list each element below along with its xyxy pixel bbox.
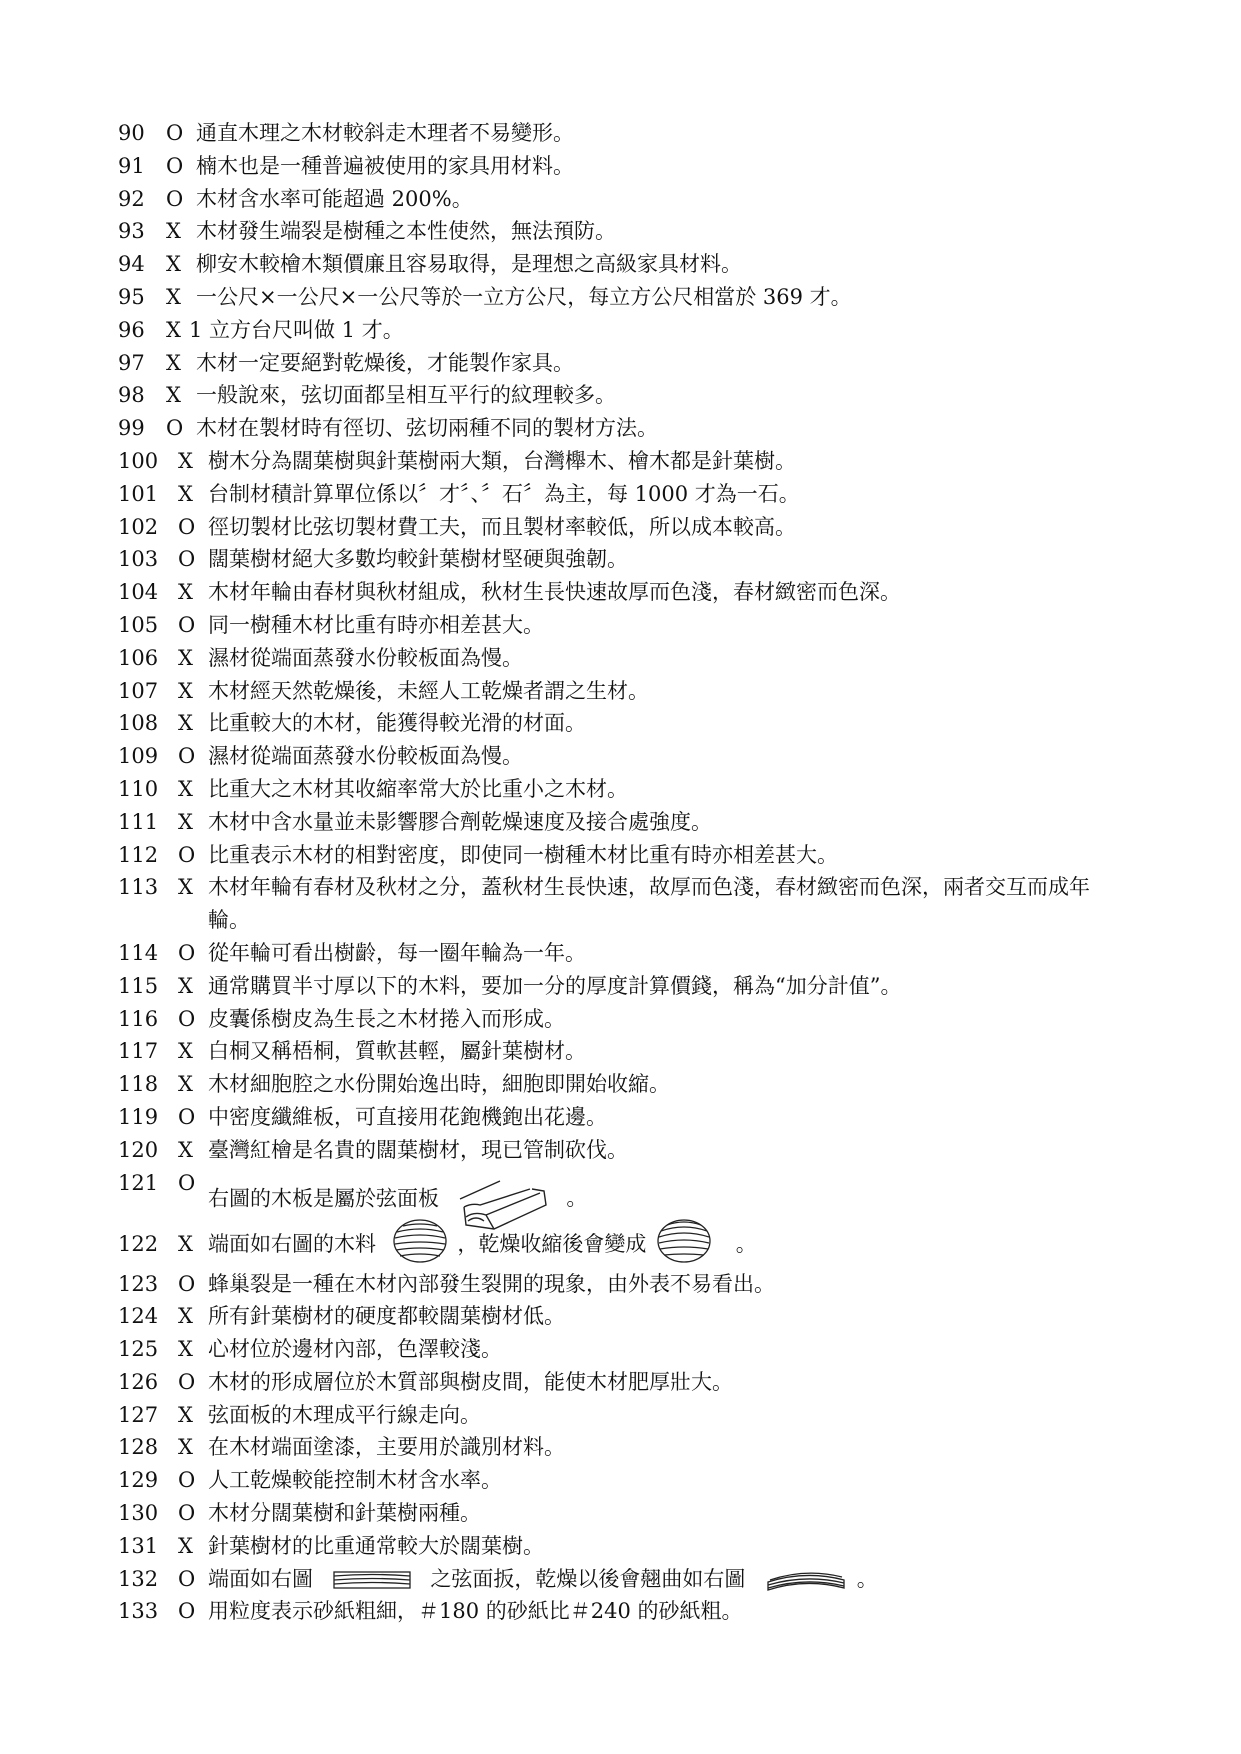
answer-mark: O bbox=[178, 1599, 196, 1624]
question-row-106 bbox=[118, 642, 1128, 675]
question-number: 96 bbox=[118, 317, 145, 342]
question-text: 通常購買半寸厚以下的木料，要加一分的厚度計算價錢，稱為“加分計值”。 bbox=[208, 973, 902, 998]
answer-mark: O bbox=[166, 153, 184, 178]
question-text: 濕材從端面蒸發水份較板面為慢。 bbox=[208, 744, 523, 769]
question-number: 110 bbox=[118, 776, 159, 801]
question-row-125 bbox=[118, 1333, 1128, 1366]
question-text: 木材年輪有春材及秋材之分，蓋秋材生長快速，故厚而色淺，春材緻密而色深，兩者交互而成年輪。 bbox=[208, 875, 1090, 933]
question-row-94 bbox=[118, 248, 1128, 281]
question-row-103 bbox=[118, 543, 1128, 576]
question-row-113 bbox=[118, 871, 1128, 937]
question-row-111 bbox=[118, 806, 1128, 839]
question-number: 114 bbox=[118, 940, 159, 965]
answer-mark: O bbox=[178, 744, 196, 769]
question-number: 108 bbox=[118, 711, 159, 736]
question-number: 121 bbox=[118, 1170, 159, 1195]
answer-mark: X bbox=[178, 1137, 193, 1162]
question-number: 128 bbox=[118, 1435, 159, 1460]
question-row-108 bbox=[118, 707, 1128, 740]
answer-mark: X bbox=[166, 350, 181, 375]
question-number: 102 bbox=[118, 514, 159, 539]
question-text: 柳安木較檜木類價廉且容易取得，是理想之高級家具材料。 bbox=[196, 252, 742, 277]
answer-mark: X bbox=[166, 252, 181, 277]
question-number: 100 bbox=[118, 448, 159, 473]
question-text: 端面如右圖 之弦面扳，乾燥以後會翹曲如右圖 。 bbox=[208, 1566, 878, 1591]
answer-mark: O bbox=[178, 547, 196, 572]
question-number: 91 bbox=[118, 153, 145, 178]
question-number: 112 bbox=[118, 842, 159, 867]
shrunk-log-figure bbox=[655, 1218, 713, 1264]
question-row-90 bbox=[118, 117, 1128, 150]
question-row-120 bbox=[118, 1134, 1128, 1167]
question-row-104 bbox=[118, 576, 1128, 609]
question-row-119 bbox=[118, 1101, 1128, 1134]
question-number: 119 bbox=[118, 1104, 159, 1129]
question-number: 111 bbox=[118, 809, 159, 834]
answer-mark: X bbox=[166, 383, 181, 408]
question-text: 一般說來，弦切面都呈相互平行的紋理較多。 bbox=[196, 383, 616, 408]
question-number: 101 bbox=[118, 481, 159, 506]
question-number: 115 bbox=[118, 973, 159, 998]
question-text: 中密度纖維板，可直接用花鉋機鉋出花邊。 bbox=[208, 1104, 607, 1129]
answer-mark: O bbox=[178, 1271, 196, 1296]
question-number: 107 bbox=[118, 678, 159, 703]
answer-mark: O bbox=[178, 612, 196, 637]
answer-mark: O bbox=[178, 514, 196, 539]
answer-mark: X bbox=[178, 1039, 193, 1064]
answer-mark: X bbox=[166, 317, 181, 342]
answer-mark: X bbox=[178, 809, 193, 834]
answer-mark: X bbox=[178, 678, 193, 703]
question-number: 131 bbox=[118, 1533, 159, 1558]
answer-mark: O bbox=[178, 842, 196, 867]
question-text: 同一樹種木材比重有時亦相差甚大。 bbox=[208, 612, 544, 637]
question-number: 106 bbox=[118, 645, 159, 670]
answer-mark: X bbox=[178, 645, 193, 670]
question-row-124 bbox=[118, 1300, 1128, 1333]
question-number: 105 bbox=[118, 612, 159, 637]
answer-mark: O bbox=[178, 940, 196, 965]
question-row-109 bbox=[118, 740, 1128, 773]
question-text: 比重大之木材其收縮率常大於比重小之木材。 bbox=[208, 776, 628, 801]
question-row-99 bbox=[118, 412, 1128, 445]
answer-mark: X bbox=[178, 1072, 193, 1097]
question-row-105 bbox=[118, 609, 1128, 642]
question-number: 124 bbox=[118, 1304, 159, 1329]
question-row-96 bbox=[118, 314, 1128, 347]
question-text: 木材細胞腔之水份開始逸出時，細胞即開始收縮。 bbox=[208, 1072, 670, 1097]
question-text: 木材經天然乾燥後，未經人工乾燥者謂之生材。 bbox=[208, 678, 649, 703]
question-text: 在木材端面塗漆，主要用於識別材料。 bbox=[208, 1435, 565, 1460]
question-text: 木材的形成層位於木質部與樹皮間，能使木材肥厚壯大。 bbox=[208, 1369, 733, 1394]
question-text: 皮囊係樹皮為生長之木材捲入而形成。 bbox=[208, 1006, 565, 1031]
question-number: 95 bbox=[118, 284, 145, 309]
answer-mark: O bbox=[178, 1104, 196, 1129]
answer-mark: X bbox=[178, 973, 193, 998]
question-row-122 bbox=[118, 1226, 1128, 1268]
question-row-132 bbox=[118, 1563, 1128, 1596]
question-text: 台制材積計算單位係以〞才〞、〞石〞為主，每 1000 才為一石。 bbox=[208, 481, 800, 506]
question-text: 臺灣紅檜是名貴的闊葉樹材，現已管制砍伐。 bbox=[208, 1137, 628, 1162]
answer-mark: O bbox=[178, 1006, 196, 1031]
question-text: 蜂巢裂是一種在木材內部發生裂開的現象，由外表不易看出。 bbox=[208, 1271, 775, 1296]
question-number: 118 bbox=[118, 1072, 159, 1097]
question-number: 130 bbox=[118, 1501, 159, 1526]
question-text: 右圖的木板是屬於弦面板 。 bbox=[208, 1167, 1128, 1233]
question-text: 徑切製材比弦切製材費工夫，而且製材率較低，所以成本較高。 bbox=[208, 514, 796, 539]
question-row-98 bbox=[118, 379, 1128, 412]
question-text: 木材一定要絕對乾燥後，才能製作家具。 bbox=[196, 350, 574, 375]
question-number: 127 bbox=[118, 1402, 159, 1427]
question-row-114 bbox=[118, 937, 1128, 970]
question-row-118 bbox=[118, 1068, 1128, 1101]
question-text: 木材在製材時有徑切、弦切兩種不同的製材方法。 bbox=[196, 416, 658, 441]
question-number: 90 bbox=[118, 121, 145, 145]
question-text: 白桐又稱梧桐，質軟甚輕，屬針葉樹材。 bbox=[208, 1039, 586, 1064]
question-group-a bbox=[118, 117, 1128, 1167]
question-group-b bbox=[118, 1268, 1128, 1563]
question-text: 心材位於邊材內部，色澤較淺。 bbox=[208, 1337, 502, 1362]
question-row-128 bbox=[118, 1431, 1128, 1464]
question-number: 117 bbox=[118, 1039, 159, 1064]
question-number: 98 bbox=[118, 383, 145, 408]
question-text: 所有針葉樹材的硬度都較闊葉樹材低。 bbox=[208, 1304, 565, 1329]
answer-mark: X bbox=[178, 1337, 193, 1362]
question-text: 木材年輪由春材與秋材組成，秋材生長快速故厚而色淺，春材緻密而色深。 bbox=[208, 580, 901, 605]
question-row-102 bbox=[118, 511, 1128, 544]
question-number: 116 bbox=[118, 1006, 159, 1031]
question-list bbox=[118, 117, 1128, 1628]
question-text: 比重表示木材的相對密度，即使同一樹種木材比重有時亦相差甚大。 bbox=[208, 842, 838, 867]
question-row-91 bbox=[118, 150, 1128, 183]
question-row-117 bbox=[118, 1035, 1128, 1068]
question-row-133 bbox=[118, 1595, 1128, 1628]
question-number: 113 bbox=[118, 875, 159, 900]
question-number: 133 bbox=[118, 1599, 159, 1624]
question-row-92 bbox=[118, 183, 1128, 216]
question-number: 120 bbox=[118, 1137, 159, 1162]
question-number: 129 bbox=[118, 1468, 159, 1493]
answer-mark: X bbox=[178, 1402, 193, 1427]
question-row-127 bbox=[118, 1399, 1128, 1432]
question-text: 木材含水率可能超過 200%。 bbox=[196, 186, 473, 211]
question-text: 楠木也是一種普遍被使用的家具用材料。 bbox=[196, 153, 574, 178]
question-number: 94 bbox=[118, 252, 145, 277]
question-row-131 bbox=[118, 1530, 1128, 1563]
end-grain-log-figure bbox=[391, 1218, 449, 1264]
question-row-110 bbox=[118, 773, 1128, 806]
question-row-93 bbox=[118, 215, 1128, 248]
question-number: 109 bbox=[118, 744, 159, 769]
question-number: 92 bbox=[118, 186, 145, 211]
question-number: 123 bbox=[118, 1271, 159, 1296]
question-text: 木材發生端裂是樹種之本性使然，無法預防。 bbox=[196, 219, 616, 244]
answer-mark: X bbox=[178, 1533, 193, 1558]
flat-board-end-figure bbox=[332, 1569, 412, 1591]
question-row-101 bbox=[118, 478, 1128, 511]
answer-mark: X bbox=[178, 580, 193, 605]
question-text: 一公尺×一公尺×一公尺等於一立方公尺，每立方公尺相當於 369 才。 bbox=[196, 284, 852, 309]
answer-mark: X bbox=[178, 776, 193, 801]
answer-mark: X bbox=[178, 448, 193, 473]
answer-mark: O bbox=[178, 1468, 196, 1493]
question-text: 濕材從端面蒸發水份較板面為慢。 bbox=[208, 645, 523, 670]
question-text: 1 立方台尺叫做 1 才。 bbox=[188, 317, 404, 342]
question-number: 103 bbox=[118, 547, 159, 572]
question-text: 人工乾燥較能控制木材含水率。 bbox=[208, 1468, 502, 1493]
answer-mark: X bbox=[178, 1435, 193, 1460]
question-number: 125 bbox=[118, 1337, 159, 1362]
question-row-115 bbox=[118, 970, 1128, 1003]
answer-mark: X bbox=[166, 284, 181, 309]
question-row-112 bbox=[118, 839, 1128, 872]
question-text: 針葉樹材的比重通常較大於闊葉樹。 bbox=[208, 1533, 544, 1558]
answer-mark: X bbox=[178, 711, 193, 736]
answer-mark: O bbox=[178, 1170, 196, 1195]
question-text: 從年輪可看出樹齡，每一圈年輪為一年。 bbox=[208, 940, 586, 965]
question-row-130 bbox=[118, 1497, 1128, 1530]
question-row-95 bbox=[118, 281, 1128, 314]
answer-mark: O bbox=[178, 1566, 196, 1591]
answer-mark: O bbox=[166, 121, 184, 145]
question-row-129 bbox=[118, 1464, 1128, 1497]
answer-mark: X bbox=[178, 875, 193, 900]
question-row-97 bbox=[118, 347, 1128, 380]
tangential-board-figure bbox=[454, 1177, 552, 1233]
question-text: 闊葉樹材絕大多數均較針葉樹材堅硬與強韌。 bbox=[208, 547, 628, 572]
answer-mark: O bbox=[178, 1501, 196, 1526]
question-text: 通直木理之木材較斜走木理者不易變形。 bbox=[196, 121, 574, 145]
question-text: 木材分闊葉樹和針葉樹兩種。 bbox=[208, 1501, 481, 1526]
question-number: 104 bbox=[118, 580, 159, 605]
answer-mark: O bbox=[166, 186, 184, 211]
question-number: 122 bbox=[118, 1231, 159, 1256]
question-row-123 bbox=[118, 1268, 1128, 1301]
question-row-126 bbox=[118, 1366, 1128, 1399]
question-text: 弦面板的木理成平行線走向。 bbox=[208, 1402, 481, 1427]
question-row-100 bbox=[118, 445, 1128, 478]
question-number: 99 bbox=[118, 416, 145, 441]
answer-mark: X bbox=[178, 481, 193, 506]
question-text: 用粒度表示砂紙粗細，＃180 的砂紙比＃240 的砂紙粗。 bbox=[208, 1599, 743, 1624]
question-number: 126 bbox=[118, 1369, 159, 1394]
question-row-121 bbox=[118, 1167, 1128, 1224]
answer-mark: X bbox=[166, 219, 181, 244]
answer-mark: X bbox=[178, 1304, 193, 1329]
question-text: 樹木分為闊葉樹與針葉樹兩大類，台灣櫸木、檜木都是針葉樹。 bbox=[208, 448, 796, 473]
question-text: 端面如右圖的木料 ，乾燥收縮後會變成 。 bbox=[208, 1226, 1128, 1265]
question-number: 97 bbox=[118, 350, 145, 375]
question-text: 木材中含水量並未影響膠合劑乾燥速度及接合處強度。 bbox=[208, 809, 712, 834]
question-text: 比重較大的木材，能獲得較光滑的材面。 bbox=[208, 711, 586, 736]
answer-mark: O bbox=[178, 1369, 196, 1394]
question-row-116 bbox=[118, 1003, 1128, 1036]
question-number: 132 bbox=[118, 1566, 159, 1591]
warped-board-figure bbox=[766, 1568, 846, 1592]
answer-mark: O bbox=[166, 416, 184, 441]
answer-mark: X bbox=[178, 1231, 193, 1256]
question-number: 93 bbox=[118, 219, 145, 244]
question-row-107 bbox=[118, 675, 1128, 708]
